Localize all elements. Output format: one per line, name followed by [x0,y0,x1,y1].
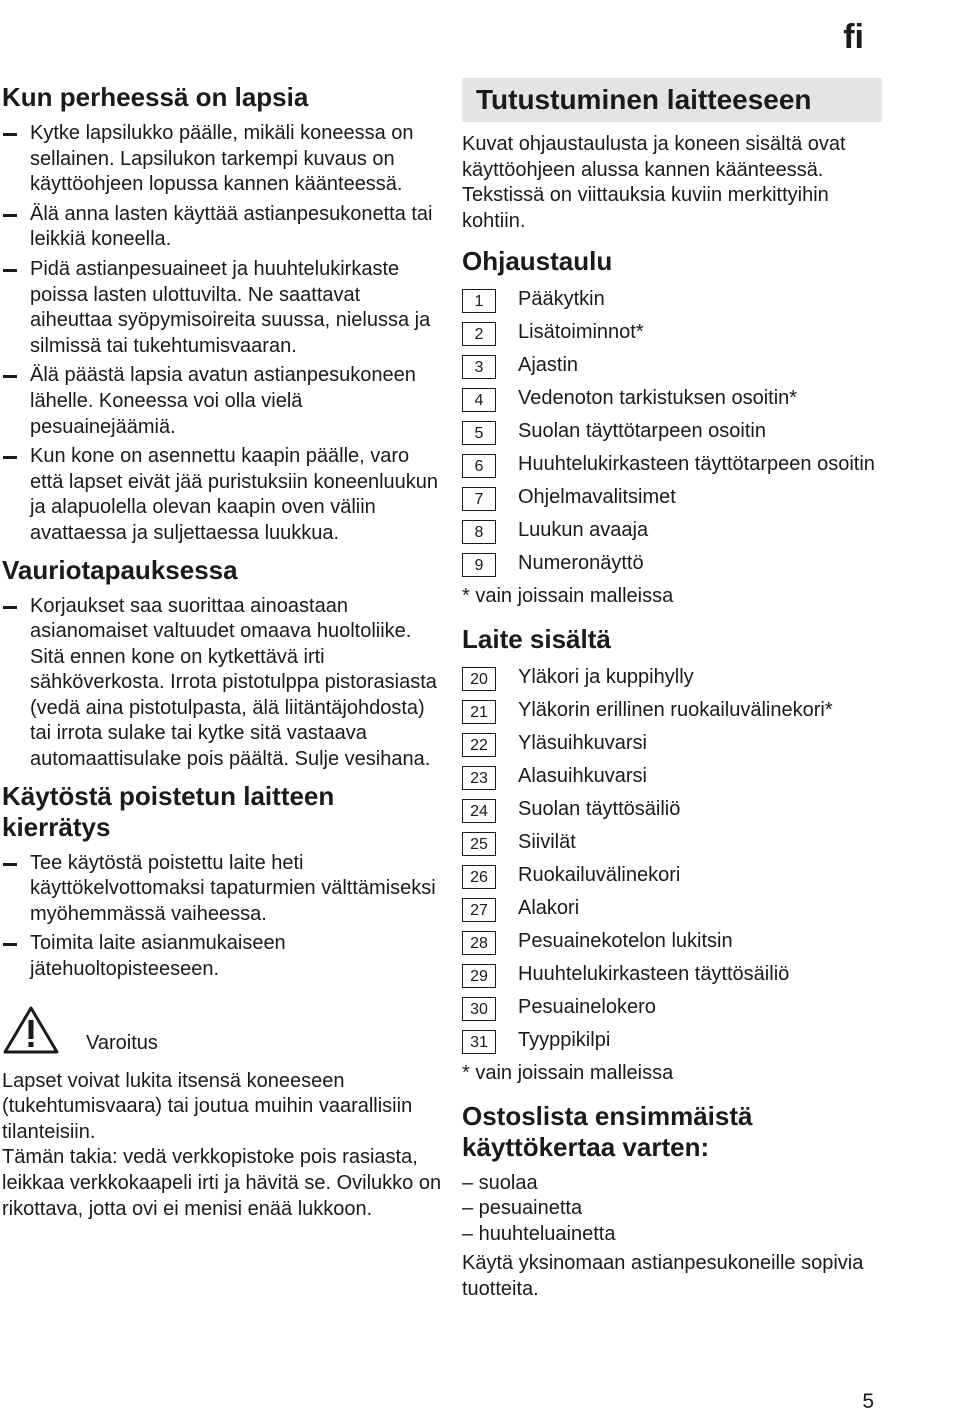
item-label: Yläkori ja kuppihylly [518,665,694,688]
list-item [462,828,882,857]
list-item [462,483,882,512]
item-label: Siivilät [518,830,576,853]
list-item [462,450,882,479]
item-number: 8 [462,520,496,544]
section-title-children: Kun perheessä on lapsia [2,82,309,112]
footnote: * vain joissain malleissa [462,1061,674,1084]
item-label: Pesuainekotelon lukitsin [518,929,733,952]
item-label: Ajastin [518,354,579,377]
section-banner: Tutustuminen laitteeseen [462,78,882,122]
warning-triangle-icon [2,1005,60,1055]
item-number: 20 [462,667,496,691]
list-item: Kun kone on asennettu kaapin päälle, varo että lapset eivät jää puristuksiin koneenluukun ja alapuolella olevan kaapin oven väliin avattaessa ja suljettaessa luukkua. [2,444,442,546]
list-item [462,351,882,380]
item-number: 26 [462,865,496,889]
section-title-interior: Laite sisältä [462,623,611,654]
shopping-list [462,1171,882,1248]
item-number: 22 [462,733,496,757]
list-item: Kytke lapsilukko päälle, mikäli koneessa on sellainen. Lapsilukon tarkempi kuvaus on käyttöohjeen lopussa kannen käänteessä. [2,121,442,198]
list-item [462,729,882,758]
item-label: Pesuainelokero [518,995,656,1018]
item-label: Huuhtelukirkasteen täyttösäiliö [518,962,790,985]
item-label: Vedenoton tarkistuksen osoitin* [518,387,798,410]
item-label: Alasuihkuvarsi [518,764,647,787]
interior-list [462,663,882,1055]
item-number: 9 [462,553,496,577]
list-item: Älä päästä lapsia avatun astianpesukoneen lähelle. Koneessa voi olla vielä pesuainejäämiä. [2,363,442,440]
item-label: Luukun avaaja [518,519,649,542]
list-item [462,762,882,791]
warning-header [2,1005,442,1055]
list-item [462,894,882,923]
item-label: Lisätoiminnot* [518,321,644,344]
item-number: 28 [462,931,496,955]
item-number: 25 [462,832,496,856]
item-number: 5 [462,421,496,445]
list-item [462,417,882,446]
list-item: – suolaa [462,1171,538,1194]
list-item [462,960,882,989]
list-item [462,1026,882,1055]
intro-text: Kuvat ohjaustaulusta ja koneen sisältä ovat käyttöohjeen alussa kannen käänteessä. [462,133,846,181]
list-item [462,384,882,413]
item-number: 6 [462,454,496,478]
warning-instructions: Tämän takia: vedä verkkopistoke pois rasiasta, leikkaa verkkokaapeli irti ja hävitä se. Ovilukko on rikottava, jotta ovi ei menisi enää lukkoon. [2,1146,442,1220]
warning-label: Varoitus [86,1031,158,1054]
item-number: 31 [462,1030,496,1054]
list-item [462,861,882,890]
item-label: Suolan täyttötarpeen osoitin [518,420,766,443]
item-label: Ruokailuvälinekori [518,863,681,886]
footnote: * vain joissain malleissa [462,585,674,608]
list-item [462,696,882,725]
item-number: 30 [462,997,496,1021]
list-item [462,663,882,692]
control-panel-list [462,285,882,578]
language-code: fi [843,18,864,56]
item-number: 2 [462,322,496,346]
list-item [462,318,882,347]
page-number: 5 [862,1390,874,1413]
section-title-damage: Vauriotapauksessa [2,554,238,585]
item-label: Suolan täyttösäiliö [518,797,681,820]
item-number: 7 [462,487,496,511]
item-number: 29 [462,964,496,988]
list-item [462,285,882,314]
shopping-note: Käytä yksinomaan astianpesukoneille sopivia tuotteita. [462,1252,864,1300]
children-safety-list [2,121,442,547]
item-label: Huuhtelukirkasteen täyttötarpeen osoitin [518,453,875,476]
item-number: 27 [462,898,496,922]
item-label: Tyyppikilpi [518,1028,611,1051]
item-label: Alakori [518,896,580,919]
item-label: Yläsuihkuvarsi [518,731,647,754]
item-label: Pääkytkin [518,288,605,311]
item-number: 3 [462,355,496,379]
item-number: 1 [462,289,496,313]
list-item [462,516,882,545]
item-label: Ohjelmavalitsimet [518,486,676,509]
item-number: 21 [462,700,496,724]
left-column [2,82,442,1222]
list-item [462,549,882,578]
list-item: – huuhteluainetta [462,1222,616,1245]
item-number: 24 [462,799,496,823]
section-title-shopping-list: Ostoslista ensimmäistä käyttökertaa varten: [462,1100,753,1162]
list-item [462,795,882,824]
list-item: Älä anna lasten käyttää astianpesukonetta tai leikkiä koneella. [2,202,442,253]
item-label: Numeronäyttö [518,552,644,575]
list-item: Tee käytöstä poistettu laite heti käyttökelvottomaksi tapaturmien välttämiseksi myöhemmässä vaiheessa. [2,851,442,928]
list-item: Toimita laite asianmukaiseen jätehuoltopisteeseen. [2,931,442,982]
list-item [462,927,882,956]
item-label: Yläkorin erillinen ruokailuvälinekori* [518,698,833,721]
damage-list [2,594,442,773]
warning-text: Lapset voivat lukita itsensä koneeseen (tukehtumisvaara) tai joutua muihin vaarallisiin tilanteisiin. [2,1069,413,1143]
list-item: – pesuainetta [462,1197,583,1220]
section-title-recycling: Käytöstä poistetun laitteen kierrätys [2,780,335,842]
list-item [462,993,882,1022]
list-item: Korjaukset saa suorittaa ainoastaan asianomaiset valtuudet omaava huoltoliike. Sitä ennen kone on kytkettävä irti sähköverkosta. Irrota pistotulppa pistorasiasta (vedä aina pistotulpasta, älä liitäntäjohdosta) tai irrota sulake tai kytke sitä vastaava automaattisulake pois päältä. Sulje vesihana. [2,594,442,773]
right-column [462,78,882,1303]
item-number: 4 [462,388,496,412]
list-item: Pidä astianpesuaineet ja huuhtelukirkaste poissa lasten ulottuvilta. Ne saattavat aiheuttaa syöpymisoireita suussa, nielussa ja silmissä tai tukehtumisvaaran. [2,257,442,359]
item-number: 23 [462,766,496,790]
recycling-list [2,851,442,983]
section-title-control-panel: Ohjaustaulu [462,246,613,277]
intro-text-references: Tekstissä on viittauksia kuviin merkittyihin kohtiin. [462,184,829,232]
